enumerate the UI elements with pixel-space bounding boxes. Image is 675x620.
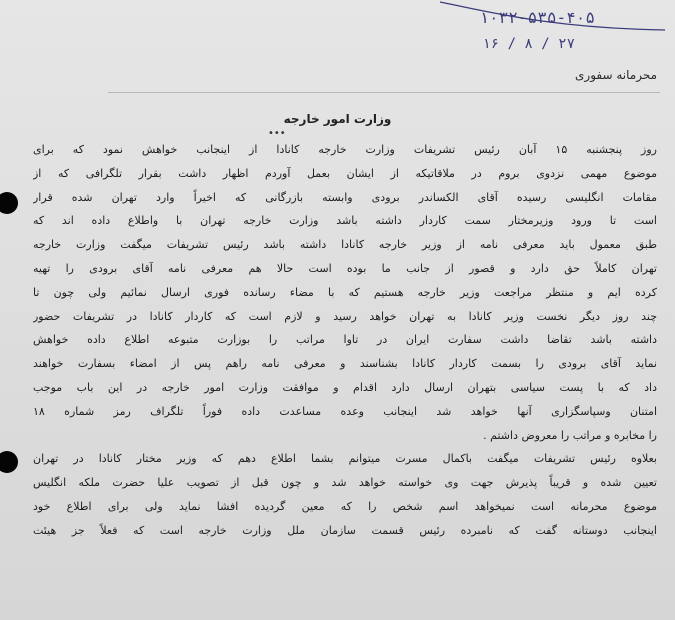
- body-line: بعلاوه رئیس تشریفات میگفت باکمال مسرت میتوانم بشما اطلاع دهم که وزیر مختار کانادا در تهران: [33, 452, 657, 466]
- letter-body: [33, 138, 657, 543]
- body-line: را مخابره و مراتب را معروض داشتم .: [483, 428, 657, 442]
- body-line: طبق معمول باید معرفی نامه از وزیر خارجه کانادا داشته باشد رئیس تشریفات میگفت وزارت خارجه: [33, 238, 657, 252]
- body-line: روز پنجشنبه ۱۵ آبان رئیس تشریفات وزارت خارجه کانادا از اینجانب خواهش نمود که برای: [33, 143, 657, 156]
- document-date: ۱۶ / ۸ / ۲۷: [482, 36, 575, 52]
- body-line: داشته باشد تقاضا داشت سفارت ایران در تاوا مراتب را بوزارت متبوعه اطلاع داده خواهش: [33, 333, 657, 347]
- body-line: تهران کاملاً حق دارد و قصور از جانب ما بوده است حالا هم معرفی نامه آقای برودی را تهیه: [33, 261, 657, 275]
- punch-hole: [0, 192, 18, 214]
- dot-marks: •••: [268, 128, 286, 139]
- body-line: موضوع محرمانه است نمیخواهد اسم شخص را که معین گردیده افشا نماید ولی برای اطلاع خود: [33, 499, 657, 513]
- body-line: اینجانب دوستانه گفت که نامبرده رئیس قسمت سازمان ملل وزارت خارجه است که فعلاً جز هیئت: [33, 523, 657, 537]
- body-line: امتنان وسپاسگزاری آنها خواهد شد اینجانب وعده مساعدت داده فوراً تلگراف رمز شماره ۱۸: [33, 404, 657, 418]
- punch-hole: [0, 451, 18, 473]
- body-line: موضوع مهمی نزدوی بروم در ملاقاتیکه از ایشان بعمل آوردم اظهار داشت بقرار تلگرافی که از: [33, 166, 657, 180]
- body-line: است تا ورود وزیرمختار سمت کاردار داشته باشد وزارت خارجه تهران با واطلاع داده اند که: [33, 214, 657, 228]
- body-line: مقامات انگلیسی رسیده آقای الکساندر برودی وابسته بازرگانی که اخیراً وارد تهران شده قرار: [33, 190, 657, 204]
- body-line: کرده ایم و منتظر مراجعت وزیر خارجه هستیم که با مضاء رسانده فوری ارسال نمائیم ولی چون تا: [33, 285, 657, 299]
- body-line: نماید آقای برودی را بسمت کاردار کانادا بشناسند و معرفی نامه راهم پس از امضاء بسفارت خواهند: [33, 357, 657, 371]
- body-line: تعیین شده و قریباً پذیرش جهت وی خواسته خواهد شد و چون قبل از تصویب علیا حضرت ملکه انگلیس: [33, 476, 657, 490]
- addressee: وزارت امور خارجه: [283, 112, 392, 126]
- divider: [108, 92, 660, 93]
- reference-number: ۱۰۳۲-۵۳۵-۴۰۵: [479, 8, 595, 27]
- body-line: چند روز دیگر نخست وزیر کانادا به تهران خواهد رسید و لازم است که کاردار کانادا در تشریفات حضور: [33, 309, 657, 323]
- classification-label: محرمانه سفوری: [575, 68, 657, 82]
- body-line: داد که با پست سیاسی بتهران ارسال دارد اقدام و موافقت وزارت امور خارجه در این باب موجب: [33, 380, 657, 394]
